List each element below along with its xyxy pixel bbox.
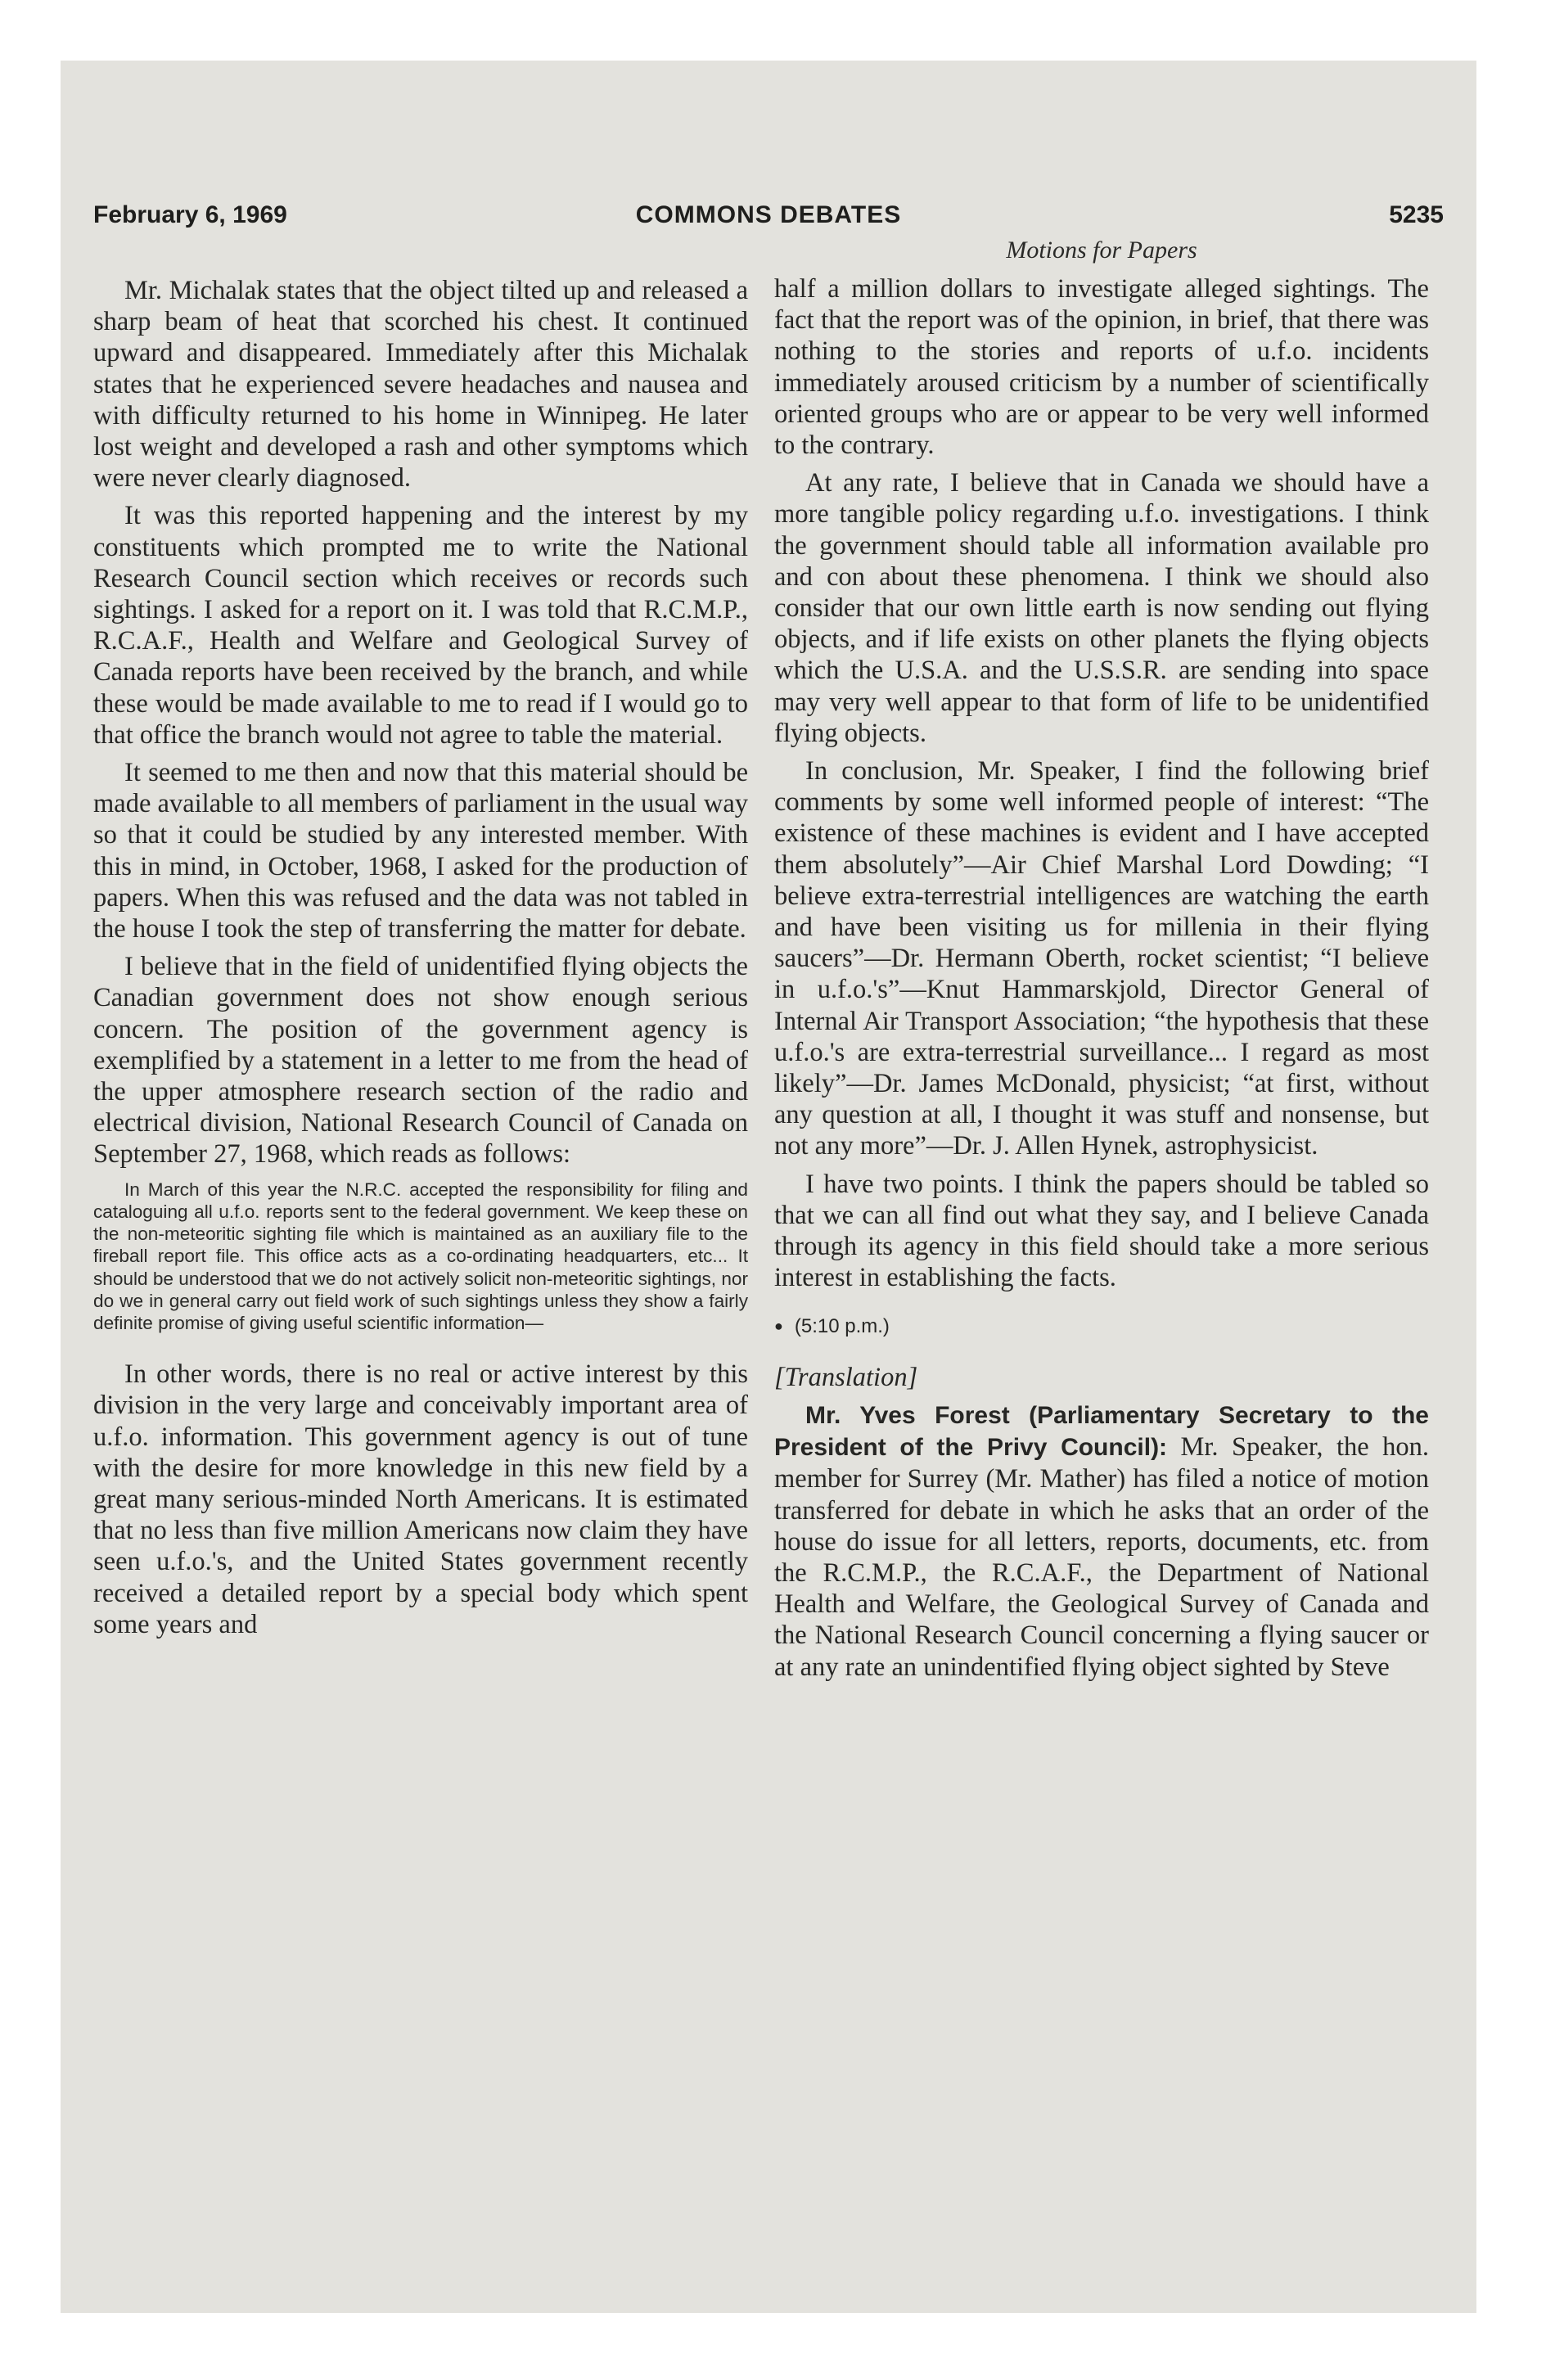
header-date: February 6, 1969 [93,201,287,228]
paragraph: It seemed to me then and now that this material should be made available to all members of parliament in the usual way so that it could be studied by any interested member. With this in mind, in October, 1968, I asked for the production of papers. When this was refused and the data was not tabled in the house I took the step of transferring the matter for debate. [93,758,748,944]
paragraph: Mr. Michalak states that the object tilted up and released a sharp beam of heat that scorched his chest. It continued upward and disappeared. Immediately after this Michalak states that he experienced severe headaches and nausea and with difficulty returned to his home in Winnipeg. He later lost weight and developed a rash and other symptoms which were never clearly diagnosed. [93,276,748,494]
block-quote: In March of this year the N.R.C. accepted the responsibility for filing and cataloguing all u.f.o. reports sent to the federal government. We keep these on the non-meteoritic sighting file which is maintained as an auxiliary file to the fireball report file. This office acts as a co-ordinating headquarters, etc... It should be understood that we do not actively solicit non-meteoritic sightings, nor do we in general carry out field work of such sightings unless they show a fairly definite promise of giving useful scientific information— [93,1179,749,1333]
speech-text: Mr. Speaker, the hon. member for Surrey (Mr. Mather) has filed a notice of motion transferred for debate in which he asks that an order of the house do issue for all letters, reports, documents, etc. from the R.C.M.P., the R.C.A.F., the Department of National Health and Welfare, the Geological Survey of Canada and the National Research Council concerning a flying saucer or at any rate an unindentified flying object sighted by Steve [774,1432,1429,1682]
paragraph: I have two points. I think the papers should be tabled so that we can all find out what they say, and I believe Canada through its agency in this field should take a more serious interest in establishing the facts. [774,1169,1429,1293]
timestamp [774,1310,1429,1342]
timestamp-text: (5:10 p.m.) [794,1314,890,1337]
paragraph: I believe that in the field of unidentified flying objects the Canadian government does not show enough serious concern. The position of the government agency is exemplified by a statement in a letter to me from the head of the upper atmosphere research section of the radio and electrical division, National Research Council of Canada on September 27, 1968, which reads as follows: [93,952,748,1170]
paragraph: At any rate, I believe that in Canada we should have a more tangible policy regarding u.f.o. investigations. I think the government should table all information available pro and con about these phenomena. I think we should also consider that our own little earth is now sending out flying objects, and if life exists on other planets the flying objects which the U.S.A. and the U.S.S.R. are sending into space may very well appear to that form of life to be unidentified flying objects. [774,468,1429,748]
paragraph: half a million dollars to investigate alleged sightings. The fact that the report was of the opinion, in brief, that there was nothing to the stories and reports of u.f.o. incidents immediately aroused criticism by a number of scientifically oriented groups who are or appear to be very well informed to the contrary. [774,274,1429,461]
page-number: 5235 [1389,201,1444,228]
header-title: COMMONS DEBATES [635,201,902,228]
paragraph: In other words, there is no real or active interest by this division in the very large and conceivably important area of u.f.o. information. This government agency is out of tune with the desire for more knowledge in this new field by a great many serious-minded North Americans. It is estimated that no less than five million Americans now claim they have seen u.f.o.'s, and the United States government recently received a detailed report by a special body which spent some years and [93,1359,748,1639]
left-column [93,275,748,1647]
document-page [61,61,1476,2313]
paragraph: It was this reported happening and the interest by my constituents which prompted me to write the National Research Council section which receives or records such sightings. I asked for a report on it. I was told that R.C.M.P., R.C.A.F., Health and Welfare and Geological Survey of Canada reports have been received by the branch, and while these would be made available to me to read if I would go to that office the branch would not agree to table the material. [93,501,748,750]
speaker-name: Mr. Yves Forest (Parliamentary Secretary to the President of the Privy Council): [774,1401,1429,1462]
right-column [774,234,1429,1689]
paragraph: In conclusion, Mr. Speaker, I find the following brief comments by some well informed people of interest: “The existence of these machines is evident and I have accepted them absolutely”—Air Chief Marshal Lord Dowding; “I believe extra-terrestrial intelligences are watching the earth and have been visiting us for millenia in their flying saucers”—Dr. Hermann Oberth, rocket scientist; “I believe in u.f.o.'s”—Knut Hammarskjold, Director General of Internal Air Transport Association; “the hypothesis that these u.f.o.'s are extra-terrestrial surveillance... I regard as most likely”—Dr. James McDonald, physicist; “at first, without any question at all, I thought it was stuff and nonsense, but not any more”—Dr. J. Allen Hynek, astrophysicist. [774,756,1429,1161]
translation-label: [Translation] [774,1362,918,1392]
speech-paragraph [774,1400,1429,1683]
section-subhead: Motions for Papers [1006,237,1197,264]
bullet-icon: ● [774,1317,783,1334]
